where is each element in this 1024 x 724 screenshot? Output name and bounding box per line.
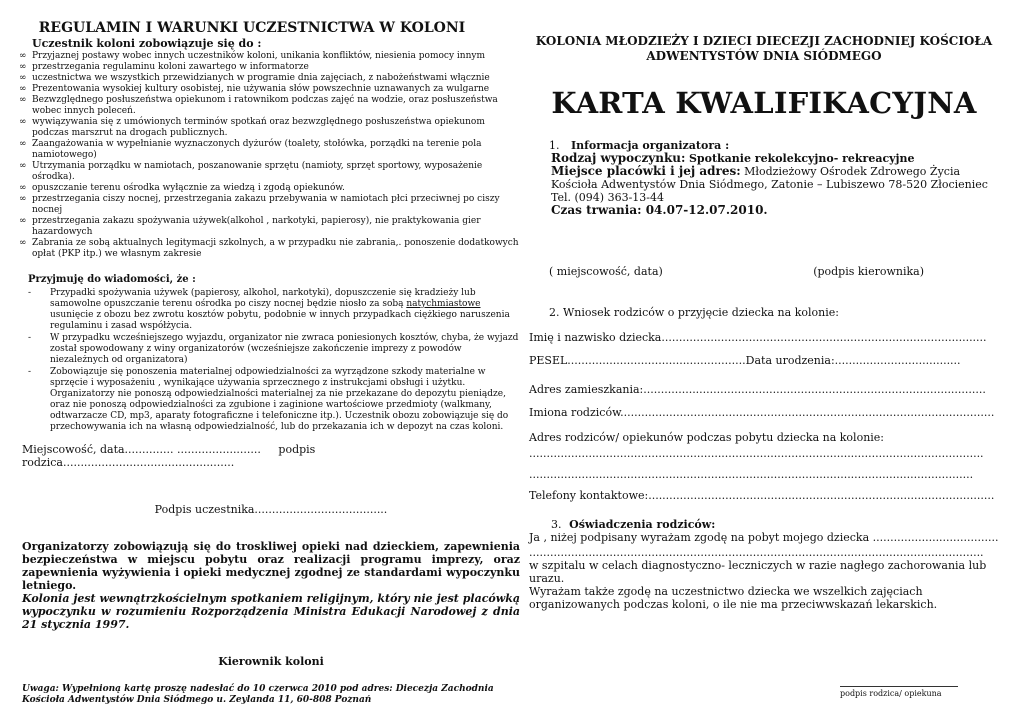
infinity-bullet-icon: ∞ (19, 84, 27, 94)
activities-consent: Wyrażam także zgodę na uczestnictwo dziecka we wszelkich zajęciach organizowanych podczas koloni, o ile nie ma przeciwwskazań lekarskich. (529, 585, 938, 611)
infinity-bullet-icon: ∞ (19, 238, 27, 248)
obligations-heading: Uczestnik koloni zobowiązuje się do : (32, 37, 262, 50)
infinity-bullet-icon: ∞ (19, 183, 27, 193)
acknowledgement-heading: Przyjmuję do wiadomości, że : (28, 274, 196, 285)
consent-line: Ja , niżej podpisany wyrażam zgodę na pobyt mojego dziecka .................................... (529, 531, 999, 544)
obligations-list (19, 51, 520, 260)
dash-bullet: - (28, 288, 32, 298)
camp-leader-label: Kierownik koloni (218, 655, 324, 668)
date-of-birth-field[interactable]: Data urodzenia:.................................... (745, 354, 961, 367)
regulations-page (19, 20, 520, 706)
list-item: - Zobowiązuje się ponoszenia materialnej odpowiedzialności za wyrządzone szkody materialne w sprzęcie i wyposażeniu , wynikające używania sprzecznego z instrukcjami obsługi i użytku. Organizatorzy nie ponoszą odpowiedzialności materialnej za nie przekazane do depozytu pieniądze, oraz nie ponoszą odpowiedzialności za zgubione i zaginione wartościowe przedmioty (walkmany, odtwarzacze CD, mp3, aparaty fotograficzne i telefoniczne itp.). Uczestnik obozu zobowiązuje się do przechowywania ich na własną odpowiedzialność, lub do przekazania ich w depozyt na czas koloni. (28, 367, 509, 432)
leader-signature-row (549, 265, 924, 278)
child-name-field[interactable]: Imię i nazwisko dziecka............................................................................................. (529, 331, 987, 344)
obligation-item: ∞ uczestnictwa we wszystkich przewidzianych w programie dnia zajęciach, z nabożeństwami włącznie (19, 73, 490, 83)
parents-address-line[interactable]: ............................................................................................................................... (529, 468, 974, 481)
regulations-title: REGULAMIN I WARUNKI UCZESTNICTWA W KOLONI (38, 20, 466, 36)
infinity-bullet-icon: ∞ (19, 161, 27, 171)
infinity-bullet-icon: ∞ (19, 51, 27, 61)
infinity-bullet-icon: ∞ (19, 216, 27, 226)
list-item: - W przypadku wcześniejszego wyjazdu, organizator nie zwraca poniesionych kosztów, chyba, że wyjazd został spowodowany z winy organizatorów (wcześniejsze zakończenie imprezy z powodów niezależnych od organizatora) (28, 333, 519, 365)
place-date-field: ( miejscowość, data) (549, 265, 663, 278)
pesel-dob-row (529, 354, 961, 367)
address-field[interactable]: Adres zamieszkania:.................................................................................................. (529, 383, 986, 396)
obligation-item: ∞ Przyjaznej postawy wobec innych uczestników koloni, unikania konfliktów, niesienia pomocy innym (19, 51, 485, 61)
page-title: KARTA KWALIFIKACYJNA (551, 86, 977, 120)
type-label: Rodzaj wypoczynku: (551, 151, 686, 165)
hospital-consent: w szpitalu w celach diagnostyczno- leczniczych w razie nagłego zachorowania lub urazu. (529, 559, 987, 585)
place-date-field: Miejscowość, data.............. ........................ (22, 443, 261, 456)
dash-bullet: - (28, 367, 32, 377)
participant-signature-field: Podpis uczestnika...................................... (154, 503, 388, 516)
place-value: Młodzieżowy Ośrodek Zdrowego Życia Kościoła Adwentystów Dnia Siódmego, Zatonie – Lubiszewo 78-520 Złocieniec (551, 165, 988, 191)
telephone: Tel. (094) 363-13-44 (551, 191, 665, 204)
obligation-item: ∞ Prezentowania wysokiej kultury osobistej, nie używania słów powszechnie uznawanych za wulgarne (19, 84, 490, 94)
duration: Czas trwania: 04.07-12.07.2010. (551, 203, 768, 217)
signature-line[interactable] (840, 686, 958, 687)
obligation-item: ∞ opuszczanie terenu ośrodka wyłącznie za wiedzą i zgodą opiekunów. (19, 183, 345, 193)
organizer-title: KOLONIA MŁODZIEŻY I DZIECI DIECEZJI ZACHODNIEJ KOŚCIOŁA ADWENTYSTÓW DNIA SIÓDMEGO (535, 34, 993, 63)
religious-meeting-note: Kolonia jest wewnątrzkościelnym spotkaniem religijnym, który nie jest placówką wypoczynku w rozumieniu Rozporządzenia Ministra Edukacji Narodowej z dnia 21 stycznia 1997. (22, 592, 520, 631)
parent-declarations (529, 531, 999, 611)
obligation-item: ∞ Zaangażowania w wypełnianie wyznaczonych dyżurów (toalety, stołówka, porządki na terenie pola namiotowego) (19, 139, 482, 160)
dash-bullet: - (28, 333, 32, 343)
parents-address-line[interactable]: .................................................................................................................................. (529, 447, 984, 460)
obligation-item: ∞ przestrzegania regulaminu koloni zawartego w informatorze (19, 62, 309, 72)
acknowledgement-list (22, 288, 520, 433)
section-1-heading: 1. Informacja organizatora : (549, 139, 730, 152)
infinity-bullet-icon: ∞ (19, 117, 27, 127)
parent-signature-field: podpis rodzica................................................. (22, 443, 316, 469)
infinity-bullet-icon: ∞ (19, 73, 27, 83)
parents-names-field[interactable]: Imiona rodziców........................................................................................................... (529, 406, 995, 419)
section-3-heading: 3. Oświadczenia rodziców: (551, 518, 716, 531)
type-value: Spotkanie rekolekcyjno- rekreacyjne (688, 152, 915, 165)
parents-address-label: Adres rodziców/ opiekunów podczas pobytu dziecka na kolonie: (529, 431, 885, 444)
underlined-word: natychmiastowe (406, 299, 481, 309)
infinity-bullet-icon: ∞ (19, 95, 27, 105)
leader-signature-field: (podpis kierownika) (813, 265, 924, 278)
obligation-item: ∞ Utrzymania porządku w namiotach, poszanowanie sprzętu (namioty, sprzęt sportowy, wyposażenie ośrodka). (19, 161, 483, 182)
obligation-item: ∞ Bezwzględnego posłuszeństwa opiekunom i ratownikom podczas zajęć na wodzie, oraz posłuszeństwa wobec innych poleceń. (19, 95, 498, 116)
place-label: Miejsce placówki i jej adres: (551, 164, 741, 178)
obligation-item: ∞ przestrzegania ciszy nocnej, przestrzegania zakazu przebywania w namiotach płci przeciwnej po ciszy nocnej (19, 194, 500, 215)
child-name-line[interactable]: .................................................................................................................................. (529, 546, 984, 559)
section-2-heading: 2. Wniosek rodziców o przyjęcie dziecka na kolonie: (549, 306, 839, 319)
infinity-bullet-icon: ∞ (19, 62, 27, 72)
parent-signature-line (22, 443, 520, 469)
parent-signature-caption: podpis rodzica/ opiekuna (840, 689, 942, 698)
organizer-info (551, 152, 999, 217)
infinity-bullet-icon: ∞ (19, 139, 27, 149)
list-item: - Przypadki spożywania używek (papierosy, alkohol, narkotyki), dopuszczenie się kradzieży lub samowolne opuszczanie terenu ośrodka po ciszy nocnej będzie niosło za sobą natychmiastowe usunięcie z obozu bez zwrotu kosztów pobytu, podobnie w innych przypadkach ciężkiego naruszenia regulaminu i zasad współżycia. (28, 288, 510, 331)
organizer-commitment: Organizatorzy zobowiązują się do troskliwej opieki nad dzieckiem, zapewnienia bezpieczeństwa w miejscu pobytu oraz realizacji programu imprezy, oraz zapewnienia wyżywienia i opieki medycznej zgodnej ze standardami wypoczynku letniego. Kolonia jest wewnątrzkościelnym spotkaniem religijnym, który nie jest placówką wypoczynku w rozumieniu Rozporządzenia Ministra Edukacji Narodowej z dnia 21 stycznia 1997. (22, 540, 520, 631)
infinity-bullet-icon: ∞ (19, 194, 27, 204)
parent-signature-block (840, 686, 960, 698)
obligation-item: ∞ przestrzegania zakazu spożywania używek(alkohol , narkotyki, papierosy), nie praktykowania gier hazardowych (19, 216, 481, 237)
phones-field[interactable]: Telefony kontaktowe:................................................................................................... (529, 489, 995, 502)
obligation-item: ∞ wywiązywania się z umówionych terminów spotkań oraz bezwzględnego posłuszeństwa opiekunom podczas marszrut na drogach publicznych. (19, 117, 485, 138)
qualification-card-page (529, 34, 999, 611)
submission-note: Uwaga: Wypełnioną kartę proszę nadesłać do 10 czerwca 2010 pod adres: Diecezja Zachodnia Kościoła Adwentystów Dnia Siódmego u. Zeylanda 11, 60-808 Poznań (22, 684, 494, 705)
obligation-item: ∞ Zabrania ze sobą aktualnych legitymacji szkolnych, a w przypadku nie zabrania,. ponoszenie dodatkowych opłat (PKP itp.) we własnym zakresie (19, 238, 519, 259)
pesel-field[interactable]: PESEL................................................... (529, 354, 746, 367)
